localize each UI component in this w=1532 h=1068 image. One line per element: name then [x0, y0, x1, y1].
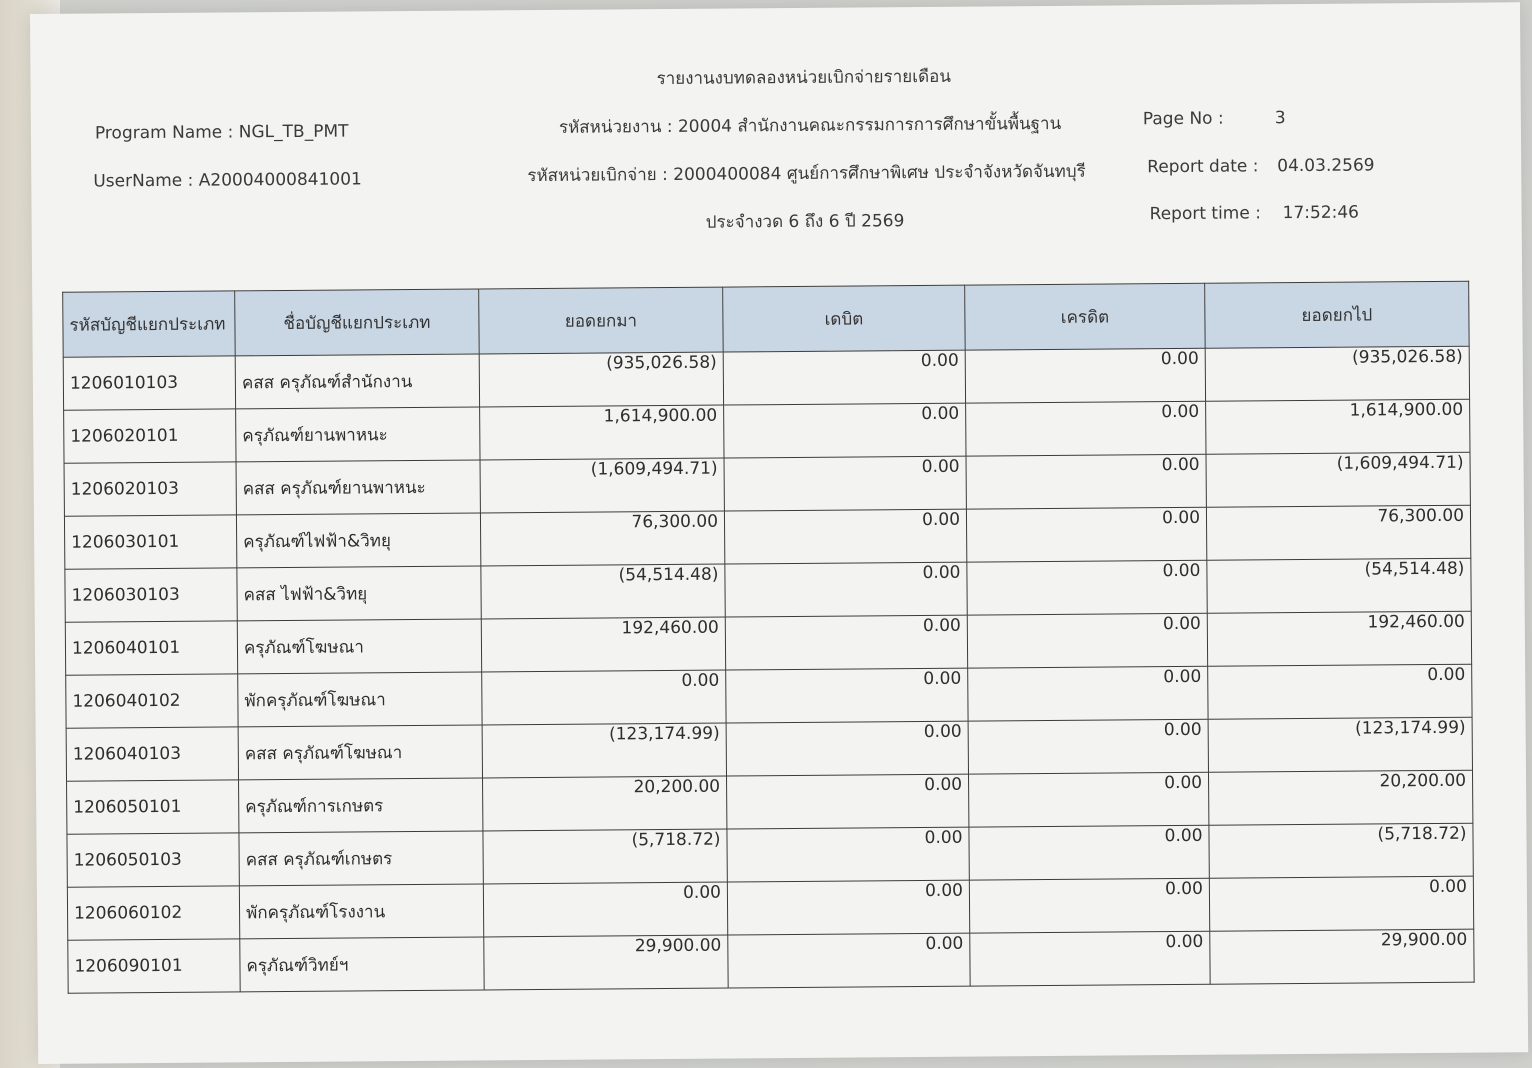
- report-date-label: Report date :: [1147, 156, 1259, 178]
- page-no-value: 3: [1274, 108, 1286, 129]
- credit: 0.00: [966, 401, 1206, 456]
- opening-balance: 0.00: [483, 882, 727, 937]
- credit: 0.00: [968, 719, 1208, 774]
- account-name: คสส ครุภัณฑ์สำนักงาน: [235, 354, 479, 409]
- report-time-label: Report time :: [1149, 203, 1261, 225]
- account-code: 1206050103: [67, 833, 239, 887]
- closing-balance: (1,609,494.71): [1206, 452, 1470, 507]
- report-page: [30, 2, 1528, 1064]
- account-name: ครุภัณฑ์โฆษณา: [237, 619, 481, 674]
- credit: 0.00: [965, 348, 1205, 403]
- account-code: 1206030103: [65, 568, 237, 622]
- account-name: คสส ครุภัณฑ์ยานพาหนะ: [236, 460, 480, 515]
- user-name: UserName : A20004000841001: [93, 169, 362, 192]
- closing-balance: 192,460.00: [1207, 611, 1471, 666]
- opening-balance: 20,200.00: [483, 776, 727, 831]
- report-date-value: 04.03.2569: [1277, 155, 1375, 177]
- opening-balance: (123,174.99): [482, 723, 726, 778]
- period-line: ประจำงวด 6 ถึง 6 ปี 2569: [705, 211, 905, 233]
- closing-balance: (935,026.58): [1205, 346, 1469, 401]
- debit: 0.00: [724, 456, 966, 511]
- account-code: 1206040102: [66, 674, 238, 728]
- debit: 0.00: [727, 774, 969, 829]
- page-no-label: Page No :: [1142, 108, 1224, 130]
- account-name: คสส ไฟฟ้า&วิทยุ: [237, 566, 481, 621]
- closing-balance: (123,174.99): [1208, 717, 1472, 772]
- debit: 0.00: [723, 350, 965, 405]
- opening-balance: 29,900.00: [484, 935, 728, 990]
- opening-balance: (1,609,494.71): [480, 458, 724, 513]
- closing-balance: (5,718.72): [1209, 823, 1473, 878]
- debit: 0.00: [726, 721, 968, 776]
- header-credit: เครดิต: [965, 283, 1206, 350]
- debit: 0.00: [725, 615, 967, 670]
- account-code: 1206040103: [66, 727, 238, 781]
- credit: 0.00: [969, 878, 1209, 933]
- credit: 0.00: [970, 931, 1210, 986]
- closing-balance: 20,200.00: [1208, 770, 1472, 825]
- account-name: ครุภัณฑ์ยานพาหนะ: [236, 407, 480, 462]
- account-name: พักครุภัณฑ์โรงงาน: [239, 884, 483, 939]
- credit: 0.00: [966, 454, 1206, 509]
- closing-balance: 0.00: [1209, 876, 1473, 931]
- trial-balance-table: [62, 281, 1474, 994]
- report-time-value: 17:52:46: [1282, 202, 1360, 224]
- closing-balance: 0.00: [1208, 664, 1472, 719]
- department-line: รหัสหน่วยงาน : 20004 สำนักงานคณะกรรมการการศึกษาขั้นพื้นฐาน: [558, 113, 1062, 138]
- opening-balance: 192,460.00: [481, 617, 725, 672]
- opening-balance: (5,718.72): [483, 829, 727, 884]
- opening-balance: 0.00: [482, 670, 726, 725]
- opening-balance: (935,026.58): [479, 352, 723, 407]
- account-name: คสส ครุภัณฑ์โฆษณา: [238, 725, 482, 780]
- account-code: 1206020101: [64, 409, 236, 463]
- credit: 0.00: [968, 772, 1208, 827]
- report-title: รายงานงบทดลองหน่วยเบิกจ่ายรายเดือน: [656, 66, 951, 90]
- debit: 0.00: [725, 562, 967, 617]
- debit: 0.00: [727, 880, 969, 935]
- account-name: คสส ครุภัณฑ์เกษตร: [239, 831, 483, 886]
- closing-balance: 1,614,900.00: [1206, 399, 1470, 454]
- credit: 0.00: [967, 560, 1207, 615]
- debit: 0.00: [724, 403, 966, 458]
- credit: 0.00: [967, 613, 1207, 668]
- credit: 0.00: [966, 507, 1206, 562]
- closing-balance: 29,900.00: [1210, 929, 1474, 984]
- header-debit: เดบิต: [723, 285, 966, 352]
- header-account-name: ชื่อบัญชีแยกประเภท: [235, 289, 480, 356]
- account-code: 1206090101: [68, 939, 240, 993]
- disbursement-unit-line: รหัสหน่วยเบิกจ่าย : 2000400084 ศูนย์การศึกษาพิเศษ ประจำจังหวัดจันทบุรี: [527, 161, 1086, 187]
- closing-balance: (54,514.48): [1207, 558, 1471, 613]
- account-name: ครุภัณฑ์วิทย์ฯ: [240, 937, 484, 992]
- table-header-row: [63, 281, 1469, 357]
- header-closing-balance: ยอดยกไป: [1205, 281, 1470, 348]
- header-opening-balance: ยอดยกมา: [479, 287, 724, 354]
- header-account-code: รหัสบัญชีแยกประเภท: [63, 291, 236, 357]
- account-code: 1206050101: [67, 780, 239, 834]
- credit: 0.00: [968, 666, 1208, 721]
- debit: 0.00: [727, 827, 969, 882]
- account-code: 1206020103: [64, 462, 236, 516]
- account-code: 1206010103: [63, 356, 235, 410]
- debit: 0.00: [724, 509, 966, 564]
- program-name: Program Name : NGL_TB_PMT: [94, 121, 349, 144]
- debit: 0.00: [726, 668, 968, 723]
- closing-balance: 76,300.00: [1206, 505, 1470, 560]
- table-row: [68, 929, 1474, 993]
- credit: 0.00: [969, 825, 1209, 880]
- opening-balance: (54,514.48): [481, 564, 725, 619]
- debit: 0.00: [728, 933, 970, 988]
- opening-balance: 1,614,900.00: [480, 405, 724, 460]
- account-name: ครุภัณฑ์ไฟฟ้า&วิทยุ: [236, 513, 480, 568]
- account-name: พักครุภัณฑ์โฆษณา: [238, 672, 482, 727]
- account-name: ครุภัณฑ์การเกษตร: [239, 778, 483, 833]
- account-code: 1206040101: [65, 621, 237, 675]
- account-code: 1206060102: [67, 886, 239, 940]
- opening-balance: 76,300.00: [480, 511, 724, 566]
- account-code: 1206030101: [64, 515, 236, 569]
